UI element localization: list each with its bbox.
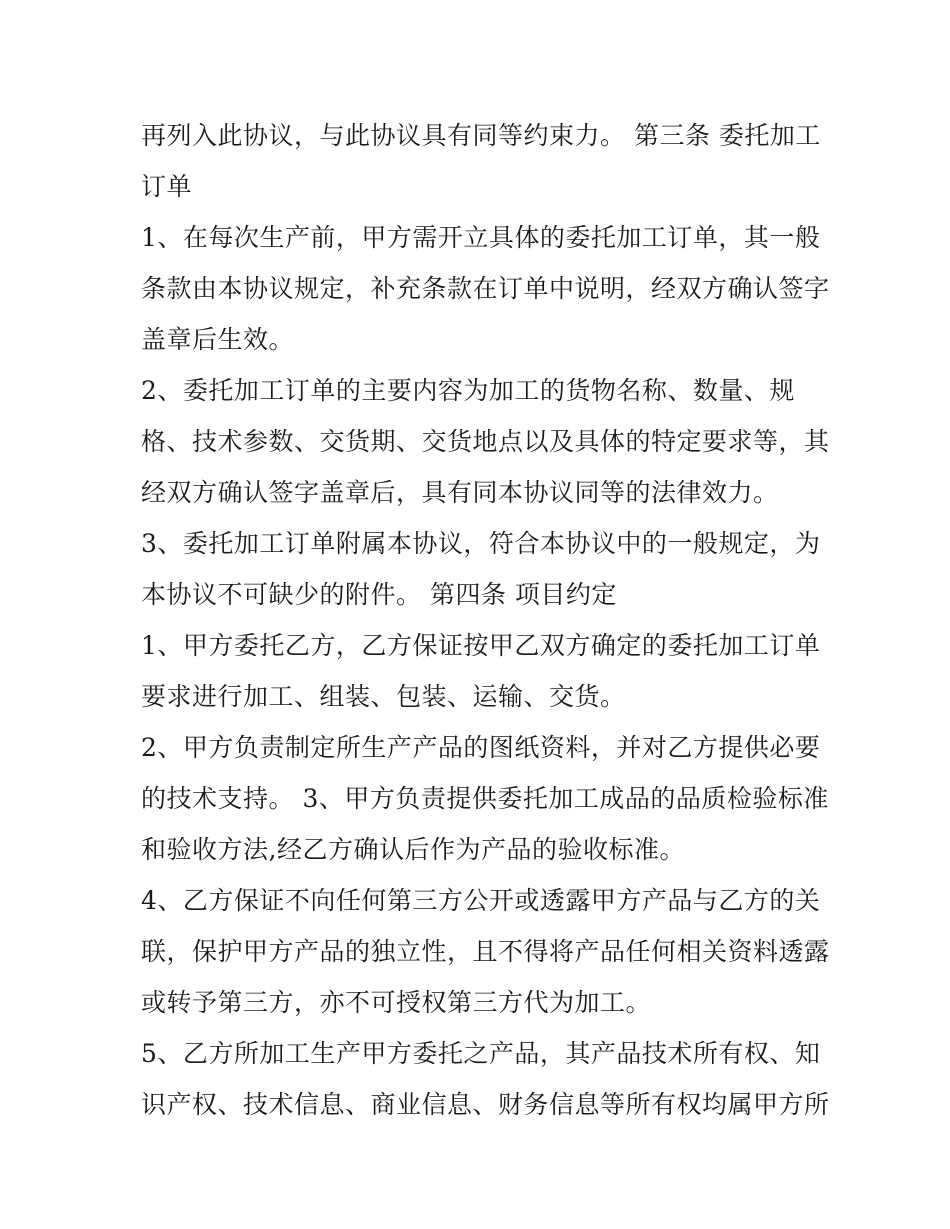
text-line: 经双方确认签字盖章后，具有同本协议同等的法律效力。 <box>141 478 779 507</box>
text-line: 条款由本协议规定，补充条款在订单中说明，经双方确认签字 <box>141 274 830 303</box>
text-line: 2、甲方负责制定所生产产品的图纸资料，并对乙方提供必要 <box>141 733 821 762</box>
text-line: 订单 <box>141 172 193 201</box>
text-line: 再列入此协议，与此协议具有同等约束力。 第三条 委托加工 <box>141 121 821 150</box>
contract-text <box>141 110 830 1130</box>
text-line: 本协议不可缺少的附件。 第四条 项目约定 <box>141 580 617 609</box>
text-line: 1、在每次生产前，甲方需开立具体的委托加工订单，其一般 <box>141 223 821 252</box>
text-line: 识产权、技术信息、商业信息、财务信息等所有权均属甲方所 <box>141 1090 830 1119</box>
text-line: 和验收方法,经乙方确认后作为产品的验收标准。 <box>141 835 685 864</box>
text-line: 3、委托加工订单附属本协议，符合本协议中的一般规定，为 <box>141 529 821 558</box>
text-line: 要求进行加工、组装、包装、运输、交货。 <box>141 682 626 711</box>
text-line: 格、技术参数、交货期、交货地点以及具体的特定要求等，其 <box>141 427 830 456</box>
text-line: 盖章后生效。 <box>141 325 295 354</box>
text-line: 5、乙方所加工生产甲方委托之产品，其产品技术所有权、知 <box>141 1039 821 1068</box>
text-line: 1、甲方委托乙方，乙方保证按甲乙双方确定的委托加工订单 <box>141 631 821 660</box>
text-line: 4、乙方保证不向任何第三方公开或透露甲方产品与乙方的关 <box>141 886 821 915</box>
text-line: 联，保护甲方产品的独立性，且不得将产品任何相关资料透露 <box>141 937 830 966</box>
text-line: 或转予第三方，亦不可授权第三方代为加工。 <box>141 988 652 1017</box>
text-line: 的技术支持。 3、甲方负责提供委托加工成品的品质检验标准 <box>141 784 829 813</box>
text-line: 2、委托加工订单的主要内容为加工的货物名称、数量、规 <box>141 376 795 405</box>
